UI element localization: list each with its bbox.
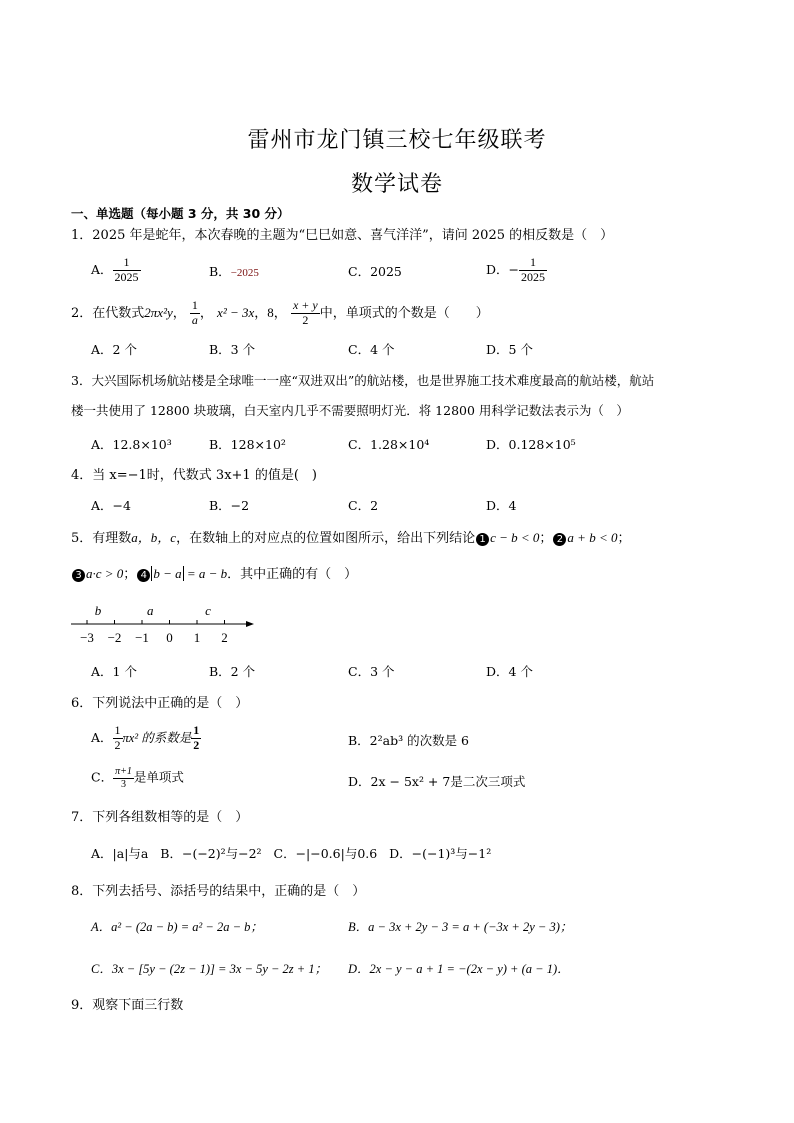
q4-option-d: D．4: [486, 498, 517, 513]
question-2-stem: 2．在代数式2πx²y， $\frac{1}{a}$ ， x² − 3x，8， $\frac{x + y}{2}$ 中，单项式的个数是（ ）: [71, 298, 489, 327]
q2-option-a: A．2 个: [91, 342, 137, 357]
question-4-stem: 4．当 x=−1时，代数式 3x+1 的值是( ): [71, 468, 317, 483]
q7-options: [91, 846, 491, 862]
q5-option-a: A．1 个: [91, 664, 137, 679]
q6-option-c: C． $\frac{\pi+1}{3}$ 是单项式: [91, 766, 184, 790]
q5-option-d: D．4 个: [486, 664, 533, 679]
question-1-stem: 1．2025 年是蛇年，本次春晚的主题为“巳巳如意、喜气洋洋”，请问 2025 的相反数是（ ）: [71, 228, 614, 243]
question-9-stem: 9．观察下面三行数: [71, 998, 184, 1013]
section-heading: 一、单选题（每小题 3 分，共 30 分）: [71, 206, 290, 221]
number-line-point-label: b: [94, 603, 102, 618]
number-line-tick-label: −1: [135, 630, 149, 645]
q4-option-c: C．2: [348, 498, 379, 513]
q1-option-a: A． $\frac{1}{2025}$: [91, 255, 139, 284]
question-3-line-1: 3．大兴国际机场航站楼是全球唯一一座“双进双出”的航站楼，也是世界施工技术难度最高的航站楼，航站: [71, 373, 655, 388]
q2-option-c: C．4 个: [348, 342, 395, 357]
question-3-line-2: 楼一共使用了 12800 块玻璃，白天室内几乎不需要照明灯光．将 12800 用科学记数法表示为（ ）: [71, 403, 629, 418]
q1-option-d: D．− $\frac{1}{2025}$: [486, 255, 545, 284]
number-line-tick-label: −3: [80, 630, 94, 645]
q8-option-b: B．a − 3x + 2y − 3 = a + (−3x + 2y − 3)；: [348, 920, 573, 934]
q2-option-b: B．3 个: [209, 342, 256, 357]
question-5-line-1: 5．有理数a，b，c，在数轴上的对应点的位置如图所示，给出下列结论 1 c − b < 0； 2 a + b < 0；: [71, 530, 631, 546]
q8-option-c: C．3x − [5y − (2z − 1)] = 3x − 5y − 2z + 1；: [91, 962, 328, 976]
q6-option-d: D．2x − 5x² + 7是二次三项式: [348, 774, 526, 789]
q6-option-a: A． $\frac{1}{2}$ πx² 的系数是 $\frac{1}{2}$: [91, 723, 200, 752]
q5-option-b: B．2 个: [209, 664, 256, 679]
q7-option-d: D．−(−1)³与−1²: [389, 846, 492, 861]
q7-option-c: C．−|−0.6|与0.6: [273, 846, 378, 861]
q2-option-d: D．5 个: [486, 342, 533, 357]
question-6-stem: 6．下列说法中正确的是（ ）: [71, 696, 249, 711]
number-line-tick-label: 0: [166, 630, 173, 645]
q3-option-a: A．12.8×10³: [91, 437, 172, 452]
q8-option-d: D．2x − y − a + 1 = −(2x − y) + (a − 1)．: [348, 962, 570, 976]
q1-option-b: B．−2025: [209, 264, 259, 279]
number-line-tick-label: 2: [221, 630, 228, 645]
q4-option-b: B．−2: [209, 498, 250, 513]
q3-option-d: D．0.128×10⁵: [486, 437, 576, 452]
q6-option-b: B．2²ab³ 的次数是 6: [348, 733, 470, 748]
question-8-stem: 8．下列去括号、添括号的结果中，正确的是（ ）: [71, 884, 366, 899]
question-5-line-2: 3 a·c > 0； 4 b − a = a − b．其中正确的有（ ）: [71, 566, 357, 584]
number-line-arrow: [246, 621, 254, 627]
q7-option-a: A．|a|与a: [91, 846, 149, 861]
q8-option-a: A．a² − (2a − b) = a² − 2a − b；: [91, 920, 263, 934]
q3-option-c: C．1.28×10⁴: [348, 437, 430, 452]
q3-option-b: B．128×10²: [209, 437, 286, 452]
q7-option-b: B．−(−2)²与−2²: [160, 846, 262, 861]
question-7-stem: 7．下列各组数相等的是（ ）: [71, 810, 249, 825]
number-line-tick-label: −2: [107, 630, 122, 645]
q4-option-a: A．−4: [91, 498, 131, 513]
number-line-figure: [71, 602, 261, 652]
q5-option-c: C．3 个: [348, 664, 395, 679]
q1-option-c: C．2025: [348, 264, 402, 279]
number-line-point-label: c: [205, 603, 211, 618]
number-line-point-label: a: [147, 603, 154, 618]
number-line-tick-label: 1: [193, 630, 201, 645]
exam-subtitle: 数学试卷: [350, 172, 443, 197]
exam-title: 雷州市龙门镇三校七年级联考: [247, 128, 547, 153]
